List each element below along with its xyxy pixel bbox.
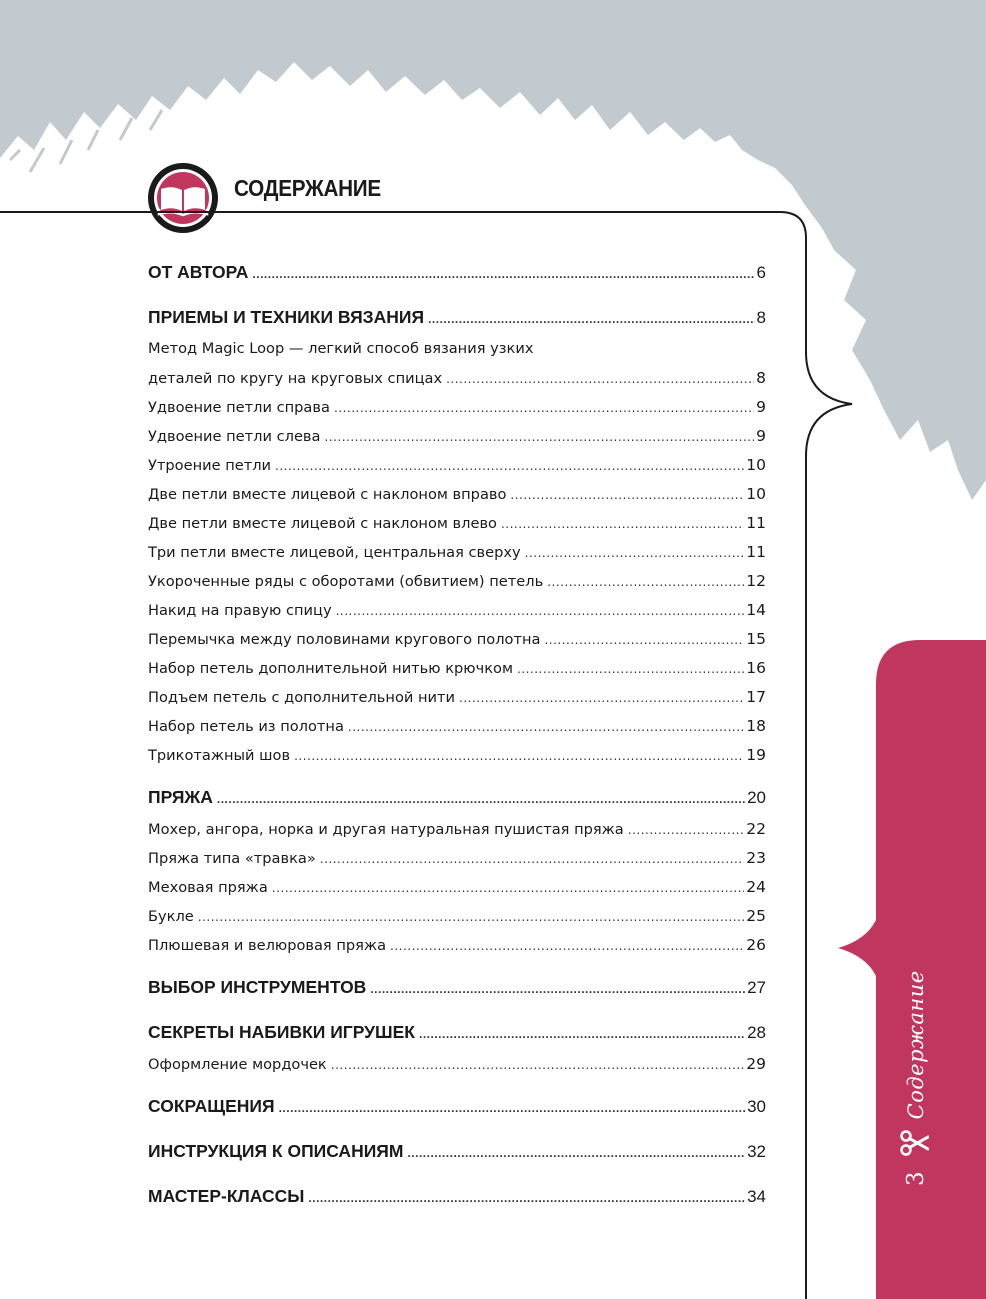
scissors-icon bbox=[899, 1129, 933, 1157]
toc-entry-instructions[interactable]: ИНСТРУКЦИЯ К ОПИСАНИЯМ ..... 32 bbox=[148, 1141, 766, 1174]
toc-entry-techniques[interactable]: ПРИЕМЫ И ТЕХНИКИ ВЯЗАНИЯ ..... 8 bbox=[148, 307, 766, 340]
toc-entry-author[interactable]: ОТ АВТОРА ..... 6 bbox=[148, 262, 766, 295]
toc-entry-tools[interactable]: ВЫБОР ИНСТРУМЕНТОВ ..... 27 bbox=[148, 977, 766, 1010]
toc-entry-yarn[interactable]: ПРЯЖА ..... 20 bbox=[148, 787, 766, 820]
toc-subentry[interactable]: Оформление мордочек ..... 29 bbox=[148, 1055, 766, 1084]
toc-subentry[interactable]: Пряжа типа «травка» ..... 23 bbox=[148, 849, 766, 878]
toc-subentry[interactable]: Три петли вместе лицевой, центральная сверху ..... 11 bbox=[148, 543, 766, 572]
toc-subentry[interactable]: Две петли вместе лицевой с наклоном влево ..... 11 bbox=[148, 514, 766, 543]
side-tab-title: Содержание bbox=[904, 970, 928, 1120]
toc-entry-stuffing[interactable]: СЕКРЕТЫ НАБИВКИ ИГРУШЕК ..... 28 bbox=[148, 1022, 766, 1055]
page-title: СОДЕРЖАНИЕ bbox=[234, 175, 381, 201]
toc-subentry[interactable]: Утроение петли ..... 10 bbox=[148, 456, 766, 485]
toc-subentry[interactable]: Меховая пряжа ..... 24 bbox=[148, 878, 766, 907]
toc-subentry[interactable]: Набор петель дополнительной нитью крючком ..... 16 bbox=[148, 659, 766, 688]
toc-subentry[interactable]: Мохер, ангора, норка и другая натуральная пушистая пряжа ..... 22 bbox=[148, 820, 766, 849]
toc-subentry[interactable]: Плюшевая и велюровая пряжа ..... 26 bbox=[148, 936, 766, 965]
toc-subentry-magic-loop-line1[interactable]: Метод Magic Loop — легкий способ вязания узких bbox=[148, 340, 534, 357]
toc-subentry[interactable]: Набор петель из полотна ..... 18 bbox=[148, 717, 766, 746]
toc-subentry[interactable]: Накид на правую спицу ..... 14 bbox=[148, 601, 766, 630]
toc-subentry-magic-loop[interactable]: деталей по кругу на круговых спицах ..... 8 bbox=[148, 369, 766, 398]
toc-entry-abbreviations[interactable]: СОКРАЩЕНИЯ ..... 30 bbox=[148, 1096, 766, 1129]
page-number: 3 bbox=[903, 1171, 929, 1186]
toc-subentry[interactable]: Две петли вместе лицевой с наклоном вправо ..... 10 bbox=[148, 485, 766, 514]
toc-subentry[interactable]: Трикотажный шов ..... 19 bbox=[148, 746, 766, 775]
toc-subentry[interactable]: Удвоение петли справа ..... 9 bbox=[148, 398, 766, 427]
toc-subentry[interactable]: Подъем петель с дополнительной нити ..... 17 bbox=[148, 688, 766, 717]
toc-subentry[interactable]: Укороченные ряды с оборотами (обвитием) петель ..... 12 bbox=[148, 572, 766, 601]
toc-subentry[interactable]: Перемычка между половинами кругового полотна ..... 15 bbox=[148, 630, 766, 659]
toc-subentry[interactable]: Удвоение петли слева ..... 9 bbox=[148, 427, 766, 456]
table-of-contents bbox=[148, 262, 766, 1219]
side-tab-label bbox=[894, 970, 938, 1186]
toc-entry-masterclasses[interactable]: МАСТЕР-КЛАССЫ ..... 34 bbox=[148, 1186, 766, 1219]
toc-subentry[interactable]: Букле ..... 25 bbox=[148, 907, 766, 936]
